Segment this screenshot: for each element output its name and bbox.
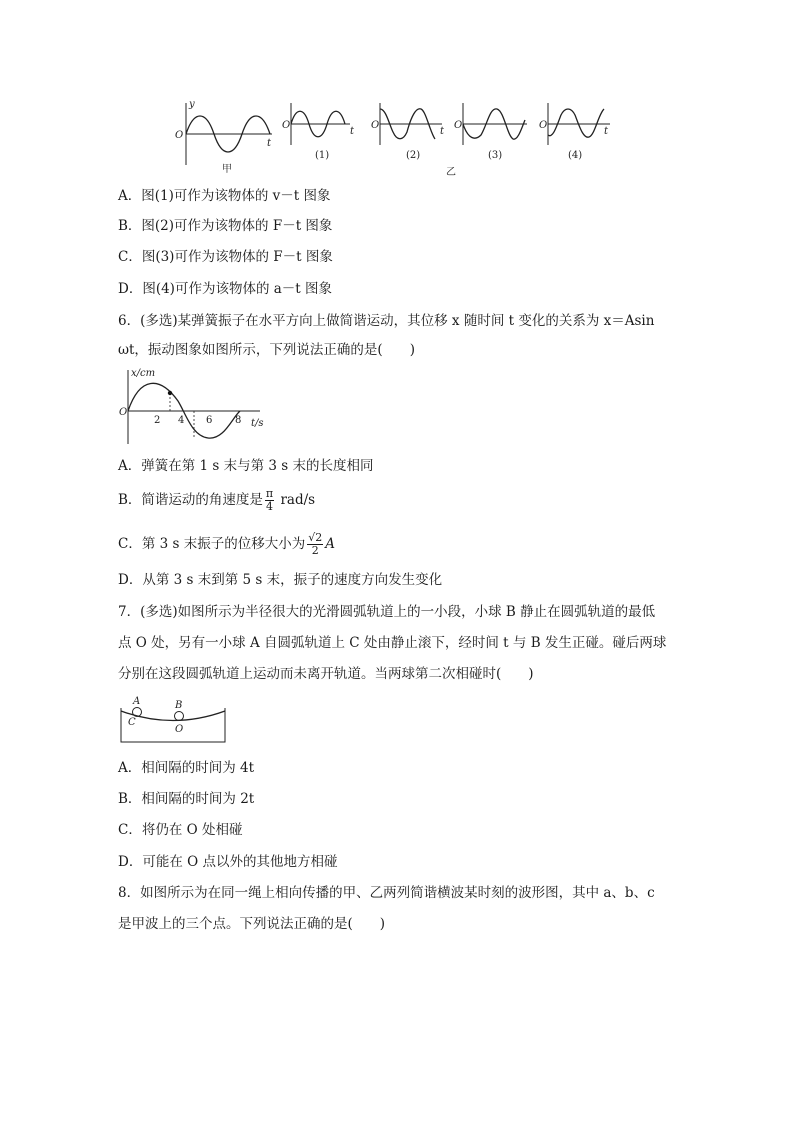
q8-stem-line1: 8．如图所示为在同一绳上相向传播的甲、乙两列简谐横波某时刻的波形图，其中 a、b、c [118,885,655,901]
q6-option-c-prefix: C．第 3 s 末振子的位移大小为 [118,536,306,552]
q7-stem-line1: 7．(多选)如图所示为半径很大的光滑圆弧轨道上的一小段，小球 B 静止在圆弧轨道的最低 [118,604,656,620]
q6-point [168,391,172,395]
label-b: B [175,700,183,711]
g1-caption: (1) [315,150,330,161]
q6-x-label: t/s [251,418,264,429]
q7-stem-line2: 点 O 处，另有一小球 A 自圆弧轨道上 C 处由静止滚下，经时间 t 与 B 发生正碰。碰后两球 [118,635,667,651]
g3-origin: O [454,120,463,131]
ball-b [175,712,184,721]
q6-option-d: D．从第 3 s 末到第 5 s 末，振子的速度方向发生变化 [118,572,443,588]
g2-origin: O [371,120,380,131]
label-o: O [175,724,184,735]
q6-stem-line1: 6．(多选)某弹簧振子在水平方向上做简谐运动，其位移 x 随时间 t 变化的关系为 x＝Asin [118,313,655,329]
q6-tick-6: 6 [206,415,213,426]
q7-option-c: C．将仍在 O 处相碰 [118,822,243,838]
q6-option-a: A．弹簧在第 1 s 末与第 3 s 末的长度相同 [118,458,374,474]
jia-caption: 甲 [222,164,232,175]
q7-option-b: B．相间隔的时间为 2t [118,791,255,807]
q5-option-c: C．图(3)可作为该物体的 F－t 图象 [118,249,333,265]
g4-caption: (4) [568,150,583,161]
q7-option-d: D．可能在 O 点以外的其他地方相碰 [118,854,338,870]
q6-option-b-num: π [265,487,274,500]
q5-option-d: D．图(4)可作为该物体的 a－t 图象 [118,281,333,297]
q6-option-b-suffix: rad/s [276,492,316,508]
q7-stem-line3: 分别在这段圆弧轨道上运动而未离开轨道。当两球第二次相碰时( ) [118,666,534,682]
q7-arc-track-figure [118,694,230,746]
g2-t-label: t [440,126,445,137]
g1-t-label: t [350,126,355,137]
jia-y-label: y [189,99,195,110]
g3-caption: (3) [488,150,503,161]
q7-option-a: A．相间隔的时间为 4t [118,760,255,776]
label-a: A [133,696,141,707]
q6-option-b [118,488,315,513]
g1-origin: O [282,120,291,131]
ball-a [133,708,142,717]
q6-option-c-suffix: A [325,536,335,552]
q6-tick-2: 2 [154,415,161,426]
q6-tick-4: 4 [178,415,185,426]
graph-4 [539,103,610,161]
q6-stem-line2: ωt，振动图象如图所示，下列说法正确的是( ) [118,342,415,358]
q6-option-b-den: 4 [266,500,274,513]
q6-vibration-graph [118,366,268,448]
graph-1 [282,103,355,161]
figure-jia-yi [170,95,620,180]
q5-option-a: A．图(1)可作为该物体的 v－t 图象 [118,188,331,204]
q6-origin: O [119,407,128,418]
q6-option-b-fraction [265,488,274,513]
g4-t-label: t [604,126,609,137]
q5-option-b: B．图(2)可作为该物体的 F－t 图象 [118,218,333,234]
g2-caption: (2) [406,150,421,161]
q6-option-c-num: √2 [308,531,323,544]
q6-tick-8: 8 [235,415,242,426]
yi-caption: 乙 [446,167,456,178]
q8-stem-line2: 是甲波上的三个点。下列说法正确的是( ) [118,916,386,932]
graph-3 [454,103,527,161]
graph-jia [175,99,272,175]
q6-option-c [118,532,335,557]
label-c: C [128,717,136,728]
q6-option-c-den: 2 [311,544,319,557]
q6-option-b-prefix: B．简谐运动的角速度是 [118,492,263,508]
g4-origin: O [539,120,548,131]
q6-option-c-fraction [307,532,323,557]
graph-2 [371,103,445,161]
jia-origin: O [175,130,184,141]
q6-y-label: x/cm [131,368,156,379]
jia-t-label: t [267,138,272,149]
